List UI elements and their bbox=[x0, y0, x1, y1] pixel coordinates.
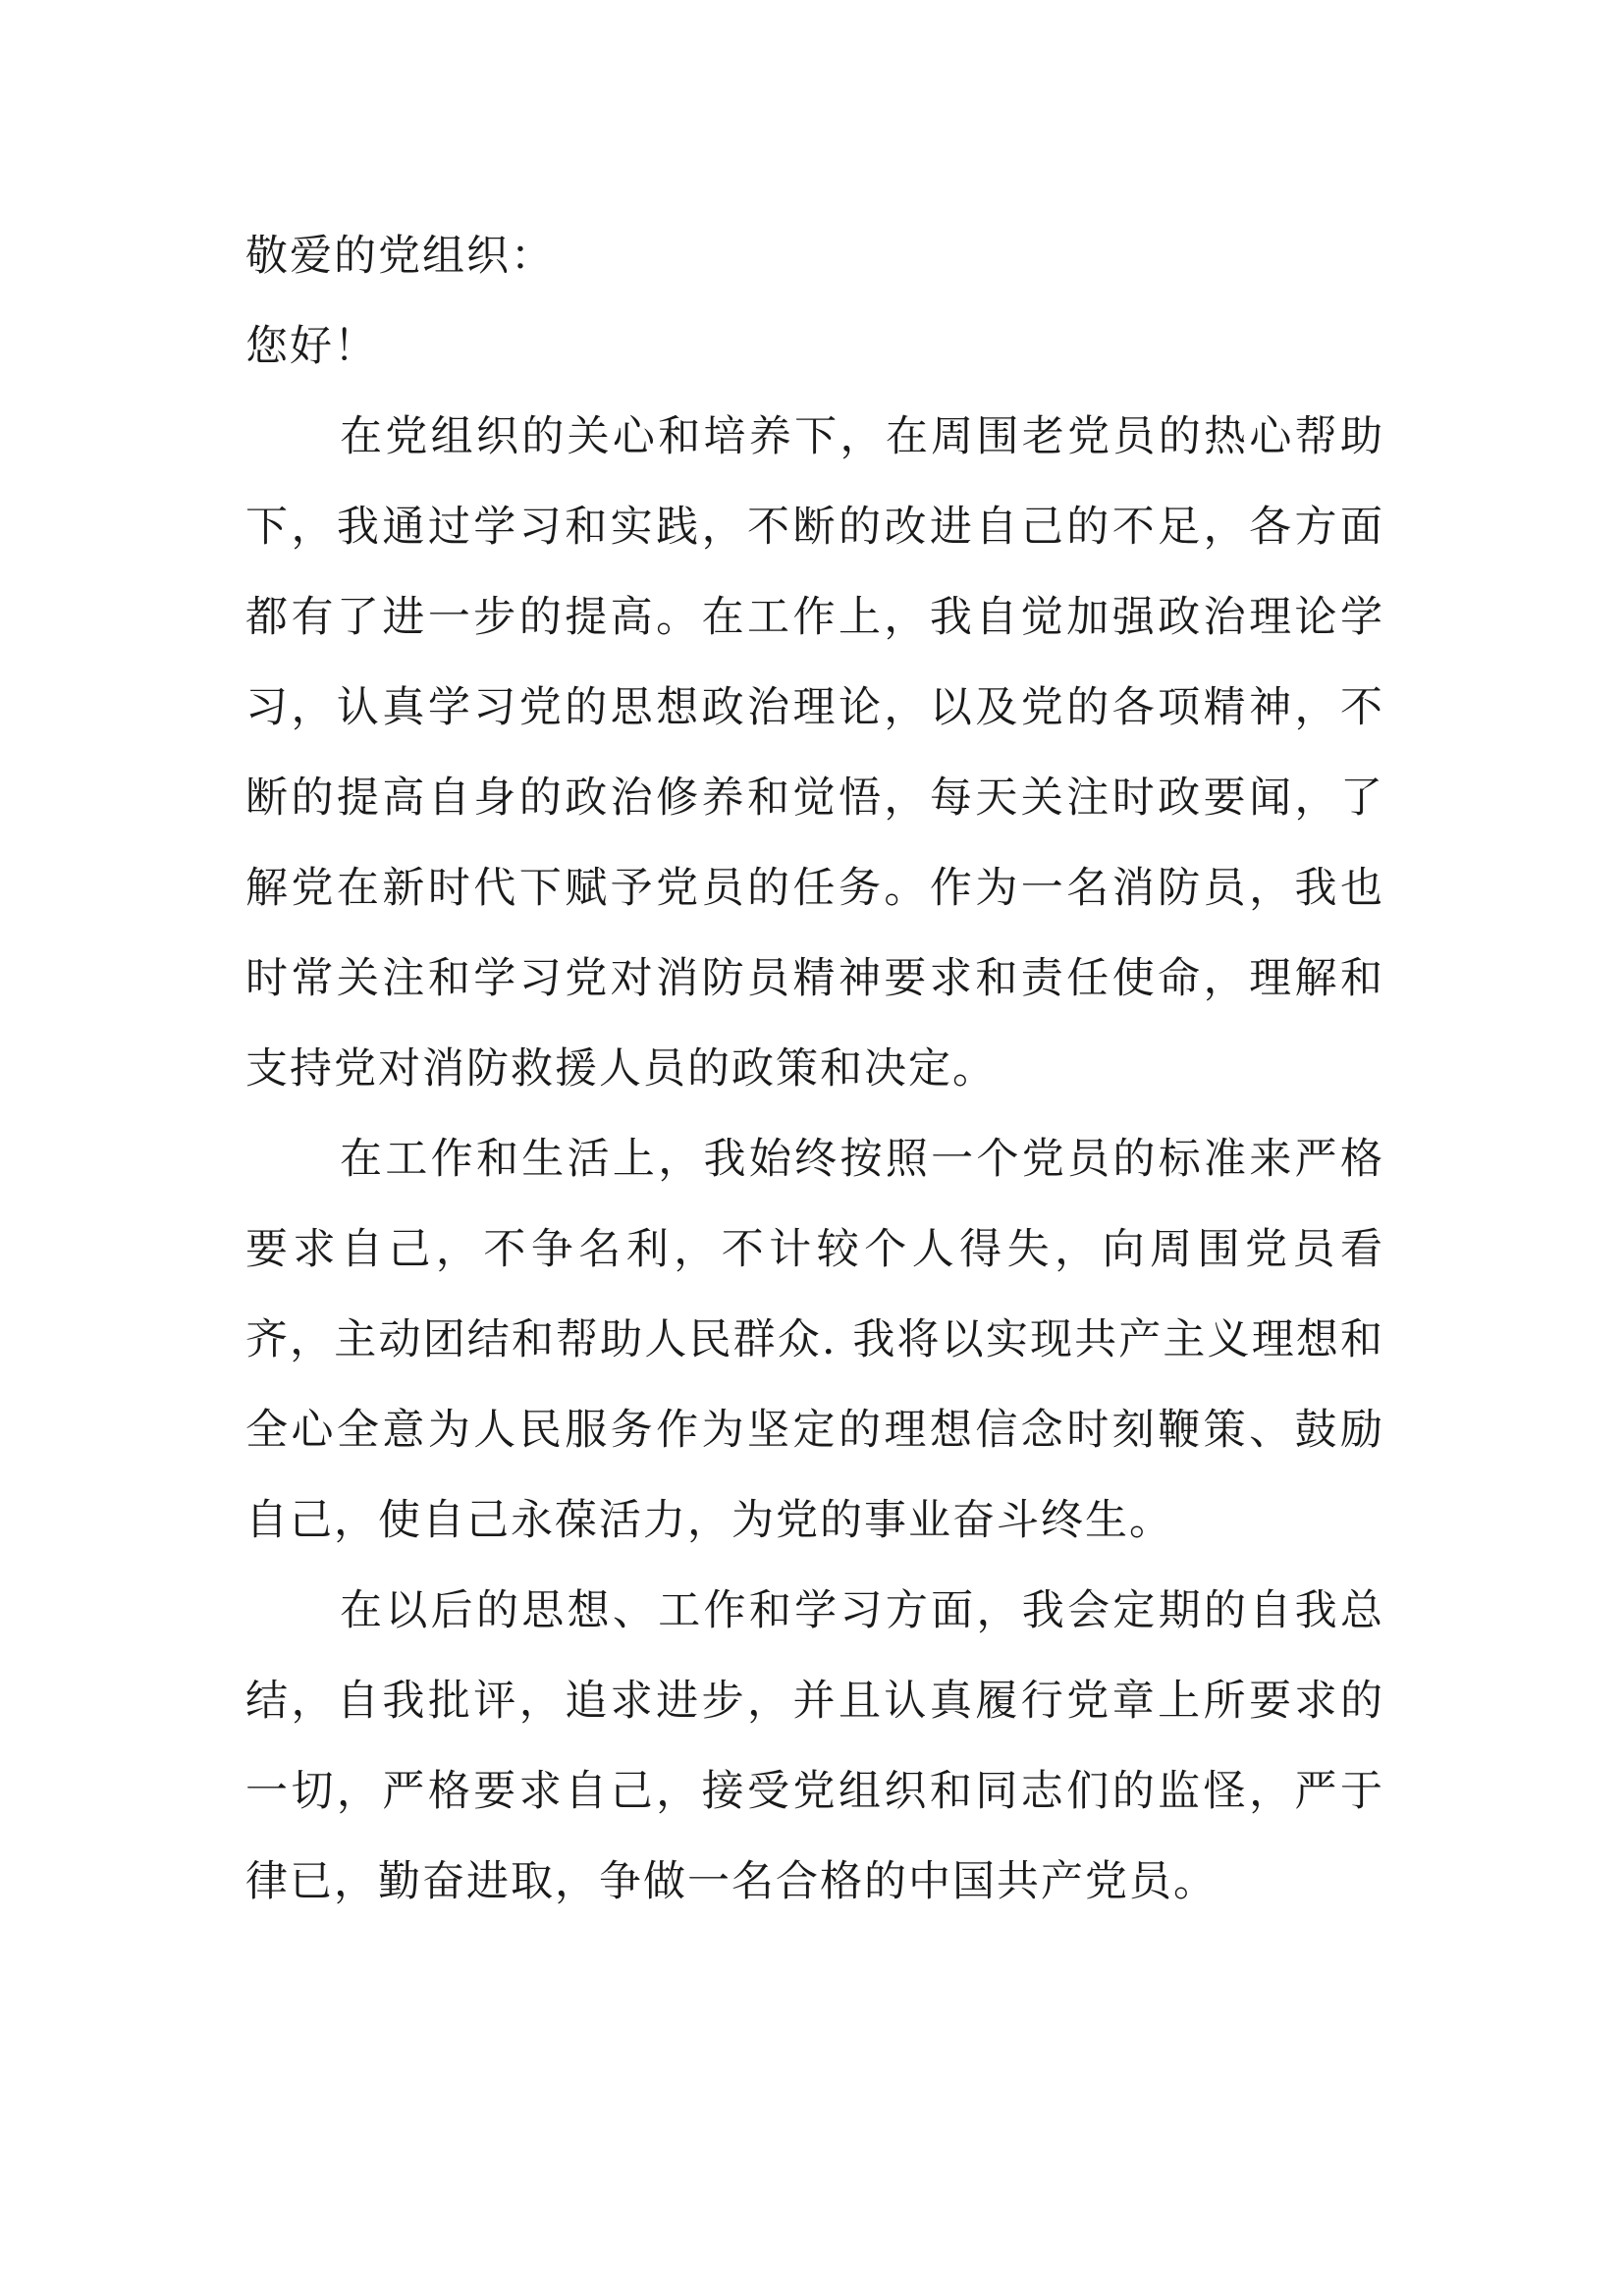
letter-body bbox=[245, 211, 1384, 1927]
paragraph-2: 在工作和生活上，我始终按照一个党员的标准来严格要求自己，不争名利，不计较个人得失，向周围党员看齐，主动团结和帮助人民群众. 我将以实现共产主义理想和全心全意为人民服务作为坚定的理想信念时刻鞭策、鼓励自己，使自己永葆活力，为党的事业奋斗终生。 bbox=[245, 1135, 1384, 1545]
paragraph-1: 在党组织的关心和培养下，在周围老党员的热心帮助下，我通过学习和实践，不断的改进自己的不足，各方面都有了进一步的提高。在工作上，我自觉加强政治理论学习，认真学习党的思想政治理论，以及党的各项精神，不断的提高自身的政治修养和觉悟，每天关注时政要闻，了解党在新时代下赋予党员的任务。作为一名消防员，我也时常关注和学习党对消防员精神要求和责任使命，理解和支持党对消防救援人员的政策和决定。 bbox=[245, 412, 1384, 1094]
paragraph-3: 在以后的思想、工作和学习方面，我会定期的自我总结，自我批评，追求进步，并且认真履行党章上所要求的一切，严格要求自己，接受党组织和同志们的监怪，严于律已，勤奋进取，争做一名合格的中国共产党员。 bbox=[245, 1586, 1384, 1906]
greeting: 您好！ bbox=[245, 322, 378, 371]
salutation: 敬爱的党组织： bbox=[245, 232, 555, 281]
